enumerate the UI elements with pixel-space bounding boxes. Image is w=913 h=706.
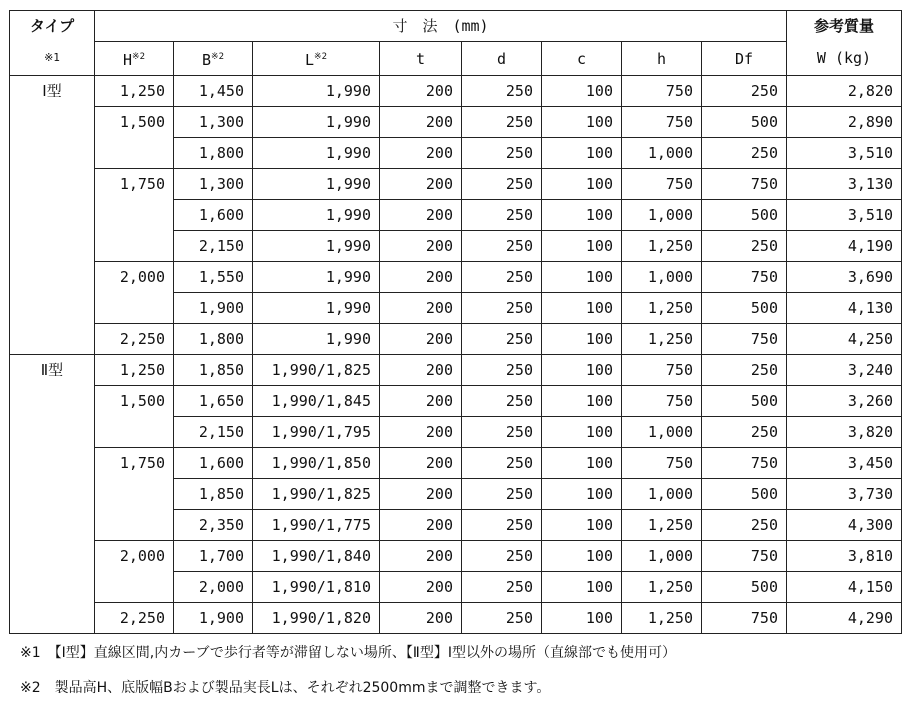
cell-t: 200: [380, 262, 462, 293]
cell-c: 100: [542, 386, 622, 417]
table-row: [10, 541, 902, 572]
cell-W: 3,510: [787, 200, 902, 231]
table-row: [10, 169, 902, 200]
weight-unit: W (kg): [787, 42, 902, 76]
cell-W: 4,250: [787, 324, 902, 355]
cell-c: 100: [542, 603, 622, 634]
cell-H: 1,500: [95, 386, 174, 448]
cell-h: 1,250: [622, 572, 702, 603]
cell-t: 200: [380, 603, 462, 634]
col-mark: ※2: [132, 52, 145, 62]
cell-B: 1,550: [174, 262, 253, 293]
cell-d: 250: [462, 324, 542, 355]
cell-h: 1,000: [622, 417, 702, 448]
cell-c: 100: [542, 200, 622, 231]
cell-Df: 250: [702, 510, 787, 541]
cell-h: 750: [622, 107, 702, 138]
cell-W: 4,290: [787, 603, 902, 634]
cell-h: 750: [622, 386, 702, 417]
cell-h: 1,250: [622, 603, 702, 634]
cell-L: 1,990: [253, 138, 380, 169]
cell-B: 1,300: [174, 169, 253, 200]
cell-Df: 500: [702, 386, 787, 417]
cell-B: 2,000: [174, 572, 253, 603]
type-cell: Ⅱ型: [10, 355, 95, 634]
cell-h: 750: [622, 448, 702, 479]
cell-d: 250: [462, 479, 542, 510]
weight-header: 参考質量: [787, 11, 902, 42]
cell-Df: 250: [702, 417, 787, 448]
cell-W: 3,510: [787, 138, 902, 169]
cell-L: 1,990/1,850: [253, 448, 380, 479]
cell-t: 200: [380, 355, 462, 386]
cell-h: 1,000: [622, 138, 702, 169]
cell-t: 200: [380, 200, 462, 231]
cell-H: 2,250: [95, 324, 174, 355]
cell-Df: 250: [702, 231, 787, 262]
cell-c: 100: [542, 262, 622, 293]
cell-h: 1,250: [622, 510, 702, 541]
cell-L: 1,990: [253, 324, 380, 355]
cell-B: 1,650: [174, 386, 253, 417]
cell-t: 200: [380, 572, 462, 603]
cell-B: 2,350: [174, 510, 253, 541]
footnote-1: ※1 【Ⅰ型】直線区間,内カーブで歩行者等が滞留しない場所、【Ⅱ型】Ⅰ型以外の場所（直線部でも使用可）: [20, 645, 676, 661]
cell-c: 100: [542, 417, 622, 448]
cell-h: 750: [622, 355, 702, 386]
cell-L: 1,990: [253, 262, 380, 293]
type-header: タイプ: [10, 11, 95, 42]
cell-W: 2,890: [787, 107, 902, 138]
cell-B: 1,850: [174, 479, 253, 510]
col-header-Df: Df: [702, 42, 787, 76]
cell-c: 100: [542, 355, 622, 386]
cell-B: 2,150: [174, 417, 253, 448]
cell-W: 3,240: [787, 355, 902, 386]
cell-L: 1,990/1,825: [253, 355, 380, 386]
cell-d: 250: [462, 76, 542, 107]
cell-Df: 500: [702, 293, 787, 324]
table-body: [10, 76, 902, 634]
cell-L: 1,990/1,775: [253, 510, 380, 541]
cell-H: 1,500: [95, 107, 174, 169]
col-header-t: t: [380, 42, 462, 76]
cell-W: 3,810: [787, 541, 902, 572]
cell-W: 3,260: [787, 386, 902, 417]
cell-c: 100: [542, 169, 622, 200]
cell-t: 200: [380, 231, 462, 262]
table-row: [10, 262, 902, 293]
cell-d: 250: [462, 603, 542, 634]
cell-W: 4,190: [787, 231, 902, 262]
cell-c: 100: [542, 541, 622, 572]
cell-d: 250: [462, 386, 542, 417]
cell-L: 1,990/1,825: [253, 479, 380, 510]
cell-d: 250: [462, 355, 542, 386]
cell-h: 1,000: [622, 262, 702, 293]
cell-d: 250: [462, 169, 542, 200]
cell-W: 3,450: [787, 448, 902, 479]
cell-c: 100: [542, 107, 622, 138]
cell-B: 1,800: [174, 324, 253, 355]
cell-h: 1,250: [622, 293, 702, 324]
cell-L: 1,990/1,820: [253, 603, 380, 634]
cell-d: 250: [462, 200, 542, 231]
cell-t: 200: [380, 169, 462, 200]
cell-H: 2,000: [95, 541, 174, 603]
table-row: [10, 386, 902, 417]
cell-d: 250: [462, 541, 542, 572]
cell-c: 100: [542, 510, 622, 541]
header-row-1: [10, 11, 902, 42]
cell-W: 3,690: [787, 262, 902, 293]
cell-H: 2,000: [95, 262, 174, 324]
cell-Df: 750: [702, 603, 787, 634]
col-header-c: c: [542, 42, 622, 76]
cell-c: 100: [542, 324, 622, 355]
cell-Df: 750: [702, 448, 787, 479]
spec-table: [9, 10, 902, 634]
cell-Df: 500: [702, 200, 787, 231]
col-header-B: $B^{※2}$: [174, 42, 253, 76]
cell-W: 4,130: [787, 293, 902, 324]
cell-t: 200: [380, 541, 462, 572]
header-row-2: [10, 42, 902, 76]
cell-t: 200: [380, 293, 462, 324]
cell-Df: 750: [702, 541, 787, 572]
cell-L: 1,990/1,845: [253, 386, 380, 417]
cell-Df: 750: [702, 262, 787, 293]
cell-h: 750: [622, 169, 702, 200]
cell-B: 1,300: [174, 107, 253, 138]
col-mark: ※2: [314, 52, 327, 62]
cell-h: 1,000: [622, 479, 702, 510]
cell-t: 200: [380, 324, 462, 355]
cell-d: 250: [462, 572, 542, 603]
cell-W: 3,820: [787, 417, 902, 448]
cell-t: 200: [380, 386, 462, 417]
cell-Df: 750: [702, 169, 787, 200]
cell-h: 1,000: [622, 541, 702, 572]
cell-W: 3,730: [787, 479, 902, 510]
cell-B: 1,700: [174, 541, 253, 572]
cell-W: 3,130: [787, 169, 902, 200]
cell-H: 1,750: [95, 169, 174, 262]
col-header-h: h: [622, 42, 702, 76]
cell-L: 1,990/1,795: [253, 417, 380, 448]
cell-B: 1,900: [174, 293, 253, 324]
cell-d: 250: [462, 510, 542, 541]
cell-c: 100: [542, 293, 622, 324]
cell-L: 1,990/1,810: [253, 572, 380, 603]
cell-d: 250: [462, 293, 542, 324]
table-row: [10, 76, 902, 107]
cell-B: 1,900: [174, 603, 253, 634]
cell-B: 1,450: [174, 76, 253, 107]
cell-t: 200: [380, 76, 462, 107]
col-header-H: $H^{※2}$: [95, 42, 174, 76]
cell-c: 100: [542, 231, 622, 262]
cell-L: 1,990: [253, 107, 380, 138]
cell-d: 250: [462, 448, 542, 479]
cell-L: 1,990: [253, 169, 380, 200]
cell-c: 100: [542, 76, 622, 107]
cell-W: 2,820: [787, 76, 902, 107]
cell-H: 1,250: [95, 76, 174, 107]
cell-Df: 250: [702, 138, 787, 169]
cell-W: 4,150: [787, 572, 902, 603]
cell-t: 200: [380, 417, 462, 448]
cell-Df: 250: [702, 76, 787, 107]
table-row: [10, 324, 902, 355]
cell-c: 100: [542, 138, 622, 169]
cell-d: 250: [462, 107, 542, 138]
cell-Df: 500: [702, 107, 787, 138]
cell-H: 1,750: [95, 448, 174, 541]
cell-Df: 250: [702, 355, 787, 386]
cell-c: 100: [542, 448, 622, 479]
cell-t: 200: [380, 107, 462, 138]
col-header-L: $L^{※2}$: [253, 42, 380, 76]
cell-h: 1,250: [622, 324, 702, 355]
cell-t: 200: [380, 448, 462, 479]
cell-d: 250: [462, 262, 542, 293]
cell-d: 250: [462, 231, 542, 262]
cell-h: 1,250: [622, 231, 702, 262]
cell-h: 1,000: [622, 200, 702, 231]
cell-t: 200: [380, 510, 462, 541]
cell-L: 1,990: [253, 231, 380, 262]
type-note-mark: ※1: [10, 42, 95, 76]
cell-L: 1,990: [253, 76, 380, 107]
cell-L: 1,990: [253, 200, 380, 231]
cell-c: 100: [542, 572, 622, 603]
cell-Df: 500: [702, 572, 787, 603]
col-mark: ※2: [211, 52, 224, 62]
cell-B: 1,600: [174, 448, 253, 479]
table-row: [10, 448, 902, 479]
col-header-d: d: [462, 42, 542, 76]
cell-L: 1,990/1,840: [253, 541, 380, 572]
cell-B: 2,150: [174, 231, 253, 262]
footnote-2: ※2 製品高H、底版幅Bおよび製品実長Lは、それぞれ2500mmまで調整できます。: [20, 680, 551, 696]
cell-t: 200: [380, 479, 462, 510]
type-cell: Ⅰ型: [10, 76, 95, 355]
cell-Df: 750: [702, 324, 787, 355]
cell-H: 1,250: [95, 355, 174, 386]
dimensions-header: 寸 法 (mm): [95, 11, 787, 42]
cell-B: 1,850: [174, 355, 253, 386]
cell-h: 750: [622, 76, 702, 107]
table-row: [10, 107, 902, 138]
cell-d: 250: [462, 138, 542, 169]
cell-t: 200: [380, 138, 462, 169]
cell-B: 1,600: [174, 200, 253, 231]
table-row: [10, 603, 902, 634]
cell-B: 1,800: [174, 138, 253, 169]
cell-d: 250: [462, 417, 542, 448]
cell-H: 2,250: [95, 603, 174, 634]
cell-W: 4,300: [787, 510, 902, 541]
cell-c: 100: [542, 479, 622, 510]
table-row: [10, 355, 902, 386]
cell-Df: 500: [702, 479, 787, 510]
cell-L: 1,990: [253, 293, 380, 324]
